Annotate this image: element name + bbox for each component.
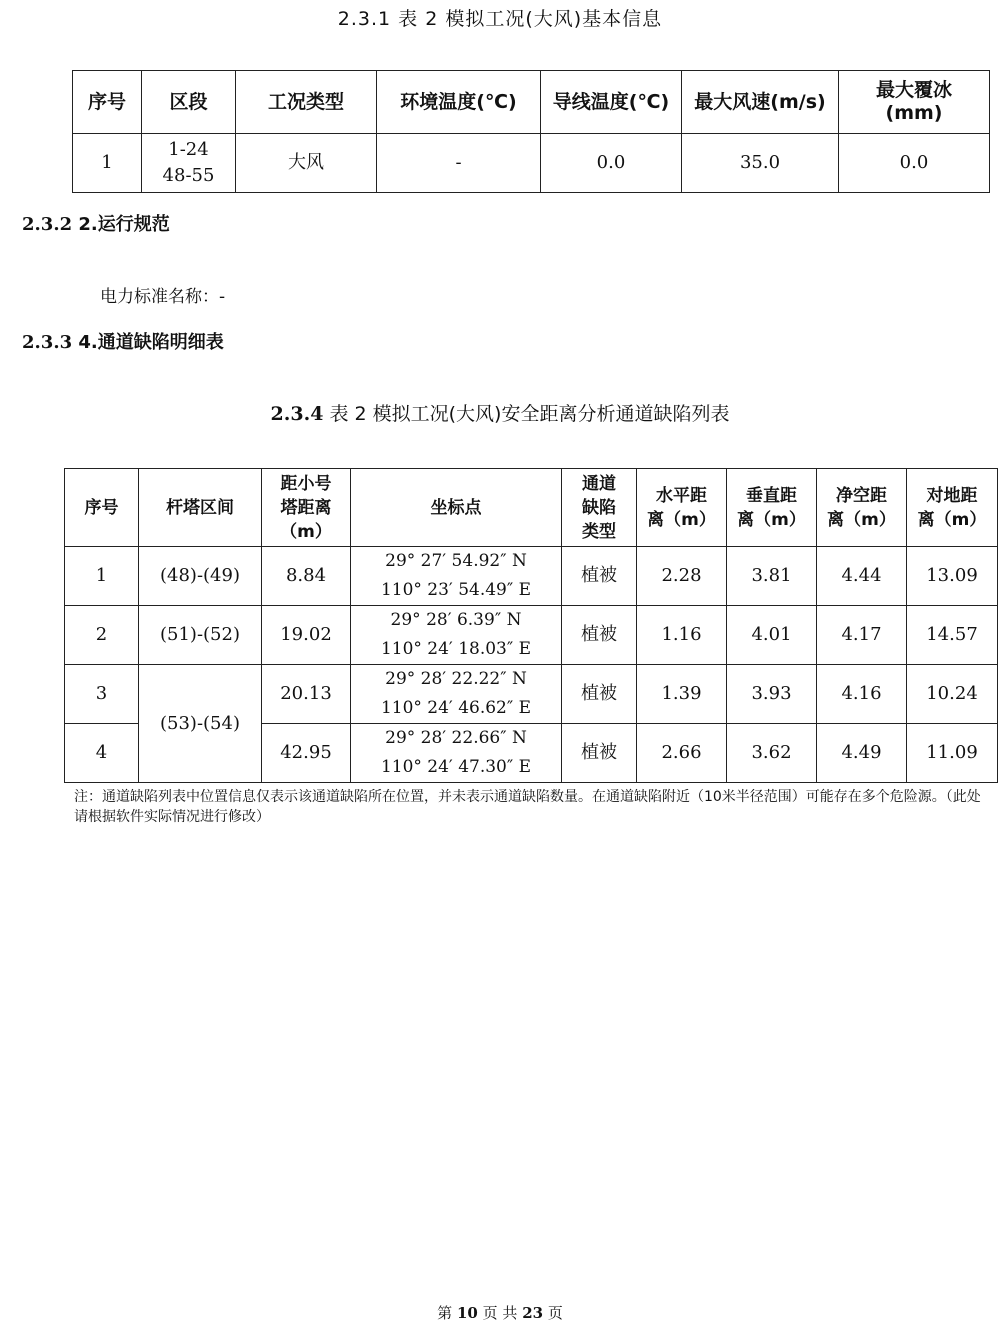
- header-line: 净空距: [836, 485, 887, 506]
- cell-wire-temp: 0.0: [541, 134, 682, 193]
- table-header-row: [65, 469, 998, 547]
- cell-span: (48)-(49): [139, 547, 262, 606]
- cell-span: (51)-(52): [139, 606, 262, 665]
- header-line: （m）: [280, 521, 332, 542]
- header-defect-type: [562, 469, 637, 547]
- cell-no: 1: [65, 547, 139, 606]
- footer-suffix: 页: [547, 1304, 563, 1322]
- cell-vertical: 3.62: [727, 724, 817, 783]
- cell-vertical: 3.81: [727, 547, 817, 606]
- basic-info-table: [72, 70, 990, 193]
- cell-defect-type: 植被: [562, 547, 637, 606]
- cell-ground: 14.57: [907, 606, 998, 665]
- table-row: [65, 606, 998, 665]
- cell-max-ice: 0.0: [839, 134, 990, 193]
- header-no: 序号: [65, 469, 139, 547]
- cell-lon: 110° 24′ 46.62″ E: [380, 698, 532, 718]
- cell-vertical: 3.93: [727, 665, 817, 724]
- header-max-wind: 最大风速(m/s): [682, 71, 839, 134]
- cell-dist: 19.02: [262, 606, 351, 665]
- header-line: 离（m）: [917, 509, 987, 530]
- header-coord: 坐标点: [351, 469, 562, 547]
- header-line: 缺陷: [582, 497, 616, 518]
- cell-no: 4: [65, 724, 139, 783]
- cell-section: [142, 134, 236, 193]
- cell-max-wind: 35.0: [682, 134, 839, 193]
- cell-condition-type: 大风: [236, 134, 377, 193]
- cell-span: (53)-(54): [139, 665, 262, 783]
- section-title: 2.运行规范: [78, 214, 170, 235]
- table1-title: 2.3.1 表 2 模拟工况(大风)基本信息: [337, 8, 663, 30]
- header-line: 离（m）: [737, 509, 806, 530]
- cell-dist: 42.95: [262, 724, 351, 783]
- page-footer: [0, 1302, 1000, 1323]
- header-env-temp: 环境温度(℃): [377, 71, 541, 134]
- cell-clearance: 4.17: [817, 606, 907, 665]
- section-heading-232: [22, 210, 170, 236]
- header-line: 对地距: [926, 485, 978, 506]
- cell-section-line2: 48-55: [162, 165, 215, 186]
- cell-no: 1: [73, 134, 142, 193]
- header-no: 序号: [73, 71, 142, 134]
- cell-coord: [351, 724, 562, 783]
- cell-no: 3: [65, 665, 139, 724]
- cell-defect-type: 植被: [562, 606, 637, 665]
- header-line: 离（m）: [647, 509, 716, 530]
- page-number: 10: [456, 1304, 478, 1322]
- footer-page-word: 页: [482, 1304, 498, 1322]
- cell-lat: 29° 28′ 22.66″ N: [385, 728, 527, 748]
- standard-label: 电力标准名称：: [100, 287, 219, 307]
- cell-lat: 29° 28′ 22.22″ N: [385, 669, 527, 689]
- table-row: [73, 134, 990, 193]
- cell-env-temp: -: [377, 134, 541, 193]
- header-line: 水平距: [656, 485, 707, 506]
- header-span: 杆塔区间: [139, 469, 262, 547]
- header-line: 类型: [582, 521, 616, 542]
- table-header-row: [73, 71, 990, 134]
- cell-vertical: 4.01: [727, 606, 817, 665]
- cell-horizontal: 1.16: [637, 606, 727, 665]
- defect-list-table: [64, 468, 998, 783]
- cell-lat: 29° 27′ 54.92″ N: [385, 551, 527, 571]
- total-pages: 23: [522, 1304, 544, 1322]
- section-title: 4.通道缺陷明细表: [78, 332, 224, 353]
- cell-ground: 13.09: [907, 547, 998, 606]
- cell-clearance: 4.16: [817, 665, 907, 724]
- header-section: 区段: [142, 71, 236, 134]
- cell-horizontal: 1.39: [637, 665, 727, 724]
- cell-lon: 110° 24′ 18.03″ E: [380, 639, 532, 659]
- cell-lon: 110° 23′ 54.49″ E: [380, 580, 532, 600]
- header-wire-temp: 导线温度(℃): [541, 71, 682, 134]
- cell-defect-type: 植被: [562, 665, 637, 724]
- header-condition-type: 工况类型: [236, 71, 377, 134]
- header-line: 离（m）: [827, 509, 896, 530]
- standard-line: [100, 282, 225, 307]
- cell-horizontal: 2.28: [637, 547, 727, 606]
- cell-ground: 10.24: [907, 665, 998, 724]
- footer-total-word: 共: [502, 1304, 518, 1322]
- table-row: [65, 665, 998, 724]
- cell-ground: 11.09: [907, 724, 998, 783]
- cell-coord: [351, 606, 562, 665]
- header-max-ice: 最大覆冰(mm): [839, 71, 990, 134]
- cell-clearance: 4.44: [817, 547, 907, 606]
- footer-prefix: 第: [437, 1304, 453, 1322]
- header-ground: [907, 469, 998, 547]
- cell-lon: 110° 24′ 47.30″ E: [380, 757, 532, 777]
- section-heading-233: [22, 328, 224, 354]
- header-dist-small: [262, 469, 351, 547]
- header-clearance: [817, 469, 907, 547]
- cell-clearance: 4.49: [817, 724, 907, 783]
- cell-coord: [351, 665, 562, 724]
- table-row: [65, 547, 998, 606]
- section-number: 2.3.3: [22, 332, 73, 353]
- cell-dist: 8.84: [262, 547, 351, 606]
- table2-title-text: 表 2 模拟工况(大风)安全距离分析通道缺陷列表: [329, 403, 730, 425]
- cell-lat: 29° 28′ 6.39″ N: [390, 610, 522, 630]
- header-line: 通道: [582, 473, 616, 494]
- header-vertical: [727, 469, 817, 547]
- cell-coord: [351, 547, 562, 606]
- table2-title-number: 2.3.4: [270, 403, 324, 425]
- header-line: 塔距离: [280, 497, 332, 518]
- cell-section-line1: 1-24: [168, 139, 209, 160]
- cell-no: 2: [65, 606, 139, 665]
- header-horizontal: [637, 469, 727, 547]
- cell-defect-type: 植被: [562, 724, 637, 783]
- section-number: 2.3.2: [22, 214, 73, 235]
- table2-title: [0, 399, 1000, 426]
- cell-dist: 20.13: [262, 665, 351, 724]
- header-line: 垂直距: [746, 485, 797, 506]
- cell-horizontal: 2.66: [637, 724, 727, 783]
- standard-value: -: [219, 287, 226, 307]
- header-line: 距小号: [280, 473, 332, 494]
- table-note: 注：通道缺陷列表中位置信息仅表示该通道缺陷所在位置，并未表示通道缺陷数量。在通道缺陷附近（10米半径范围）可能存在多个危险源。（此处请根据软件实际情况进行修改）: [74, 789, 981, 825]
